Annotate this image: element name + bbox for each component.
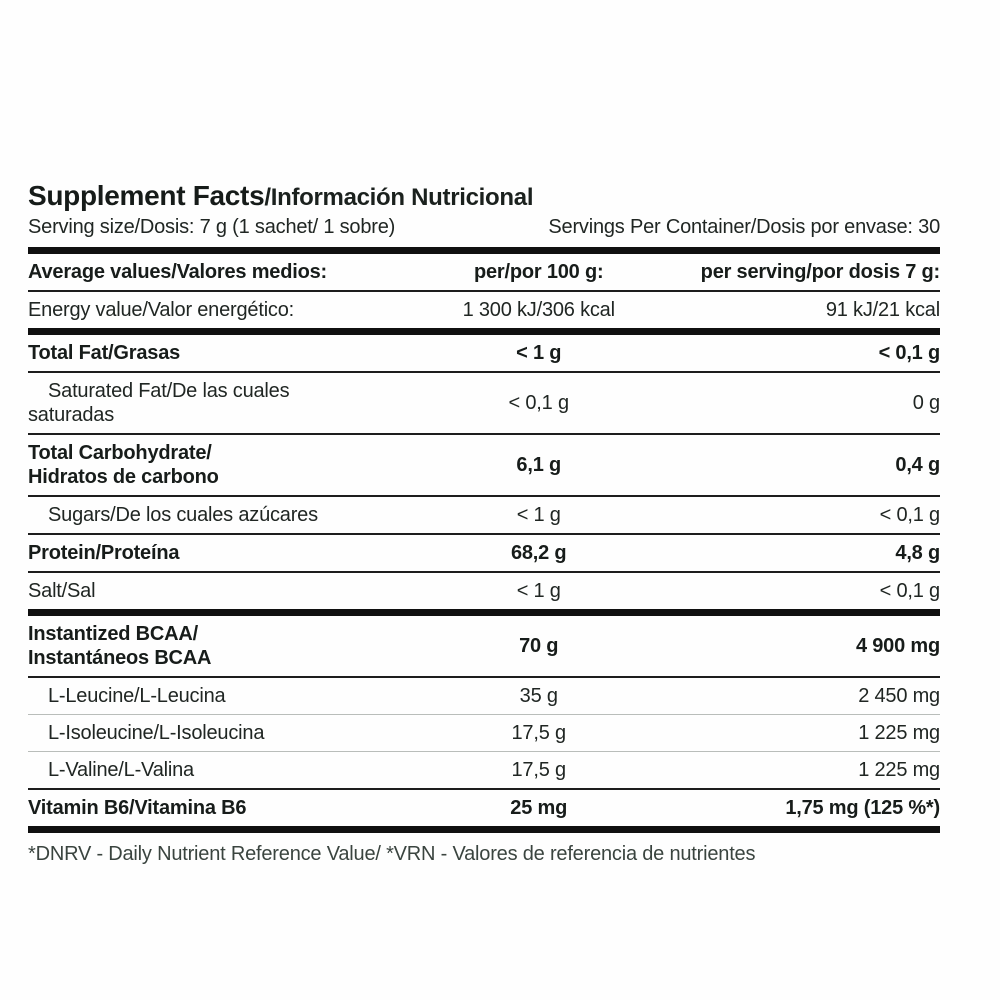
- row-per-100g: < 1 g: [516, 342, 562, 364]
- table-row: [28, 335, 940, 373]
- row-per-serving: 91 kJ/21 kcal: [825, 299, 940, 321]
- row-label: Energy value/Valor energético:: [28, 299, 295, 321]
- table-row: [28, 573, 940, 616]
- facts-table: [28, 254, 940, 833]
- row-per-100g: 1 300 kJ/306 kcal: [462, 299, 615, 321]
- row-per-100g: 25 mg: [510, 797, 568, 819]
- row-per-100g: < 1 g: [516, 580, 561, 602]
- dnrv-footnote: *DNRV - Daily Nutrient Reference Value/ *VRN - Valores de referencia de nutrientes: [28, 843, 756, 865]
- table-row: [28, 678, 940, 715]
- row-per-serving: 4 900 mg: [855, 635, 940, 657]
- facts-table-body: [28, 292, 940, 833]
- serving-info-row: [28, 214, 940, 254]
- title-english: Supplement Facts: [28, 180, 265, 211]
- row-label: L-Valine/L-Valina: [48, 759, 194, 781]
- title-spanish: /Información Nutricional: [264, 184, 534, 211]
- table-row: [28, 535, 940, 573]
- panel-title: [28, 180, 940, 212]
- row-label: Vitamin B6/Vitamina B6: [28, 797, 247, 819]
- row-per-serving: 2 450 mg: [858, 685, 940, 707]
- table-row: [28, 752, 940, 790]
- row-per-100g: 35 g: [519, 685, 558, 707]
- row-per-100g: 68,2 g: [510, 542, 567, 564]
- row-per-serving: 1 225 mg: [858, 759, 940, 781]
- row-label: L-Isoleucine/L-Isoleucina: [48, 722, 265, 744]
- serving-size-text: Serving size/Dosis: 7 g (1 sachet/ 1 sobre): [28, 216, 396, 238]
- table-row: [28, 715, 940, 752]
- row-per-serving: 1 225 mg: [858, 722, 940, 744]
- row-per-serving: < 0,1 g: [878, 342, 940, 364]
- table-header-row: [28, 254, 940, 292]
- row-per-100g: 6,1 g: [516, 454, 561, 476]
- row-per-serving: 4,8 g: [895, 542, 940, 564]
- table-row: [28, 292, 940, 335]
- row-per-100g: < 1 g: [516, 504, 561, 526]
- supplement-facts-panel: [28, 180, 940, 866]
- row-per-serving: 0,4 g: [895, 454, 940, 476]
- row-label: Salt/Sal: [28, 580, 96, 602]
- row-label: Protein/Proteína: [28, 542, 180, 564]
- row-label: L-Leucine/L-Leucina: [48, 685, 226, 707]
- row-per-serving: 1,75 mg (125 %*): [785, 797, 940, 819]
- row-label: Total Carbohydrate/ Hidratos de carbono: [28, 442, 219, 488]
- table-row: [28, 790, 940, 833]
- servings-per-container-text: Servings Per Container/Dosis por envase: 30: [548, 216, 940, 238]
- row-per-serving: < 0,1 g: [879, 580, 940, 602]
- header-average-values: Average values/Valores medios:: [28, 261, 327, 283]
- table-row: [28, 616, 940, 678]
- row-label: Sugars/De los cuales azúcares: [48, 504, 318, 526]
- row-per-serving: < 0,1 g: [879, 504, 940, 526]
- table-row: [28, 497, 940, 535]
- row-per-serving: 0 g: [912, 392, 940, 414]
- table-row: [28, 373, 940, 435]
- row-per-100g: 17,5 g: [511, 759, 566, 781]
- row-label: Saturated Fat/De las cuales saturadas: [28, 380, 290, 426]
- header-per-100g: per/por 100 g:: [473, 261, 604, 283]
- row-label: Instantized BCAA/ Instantáneos BCAA: [28, 623, 212, 669]
- header-per-serving: per serving/por dosis 7 g:: [700, 261, 940, 283]
- row-label: Total Fat/Grasas: [28, 342, 181, 364]
- row-per-100g: < 0,1 g: [508, 392, 569, 414]
- row-per-100g: 17,5 g: [511, 722, 566, 744]
- row-per-100g: 70 g: [519, 635, 559, 657]
- table-row: [28, 435, 940, 497]
